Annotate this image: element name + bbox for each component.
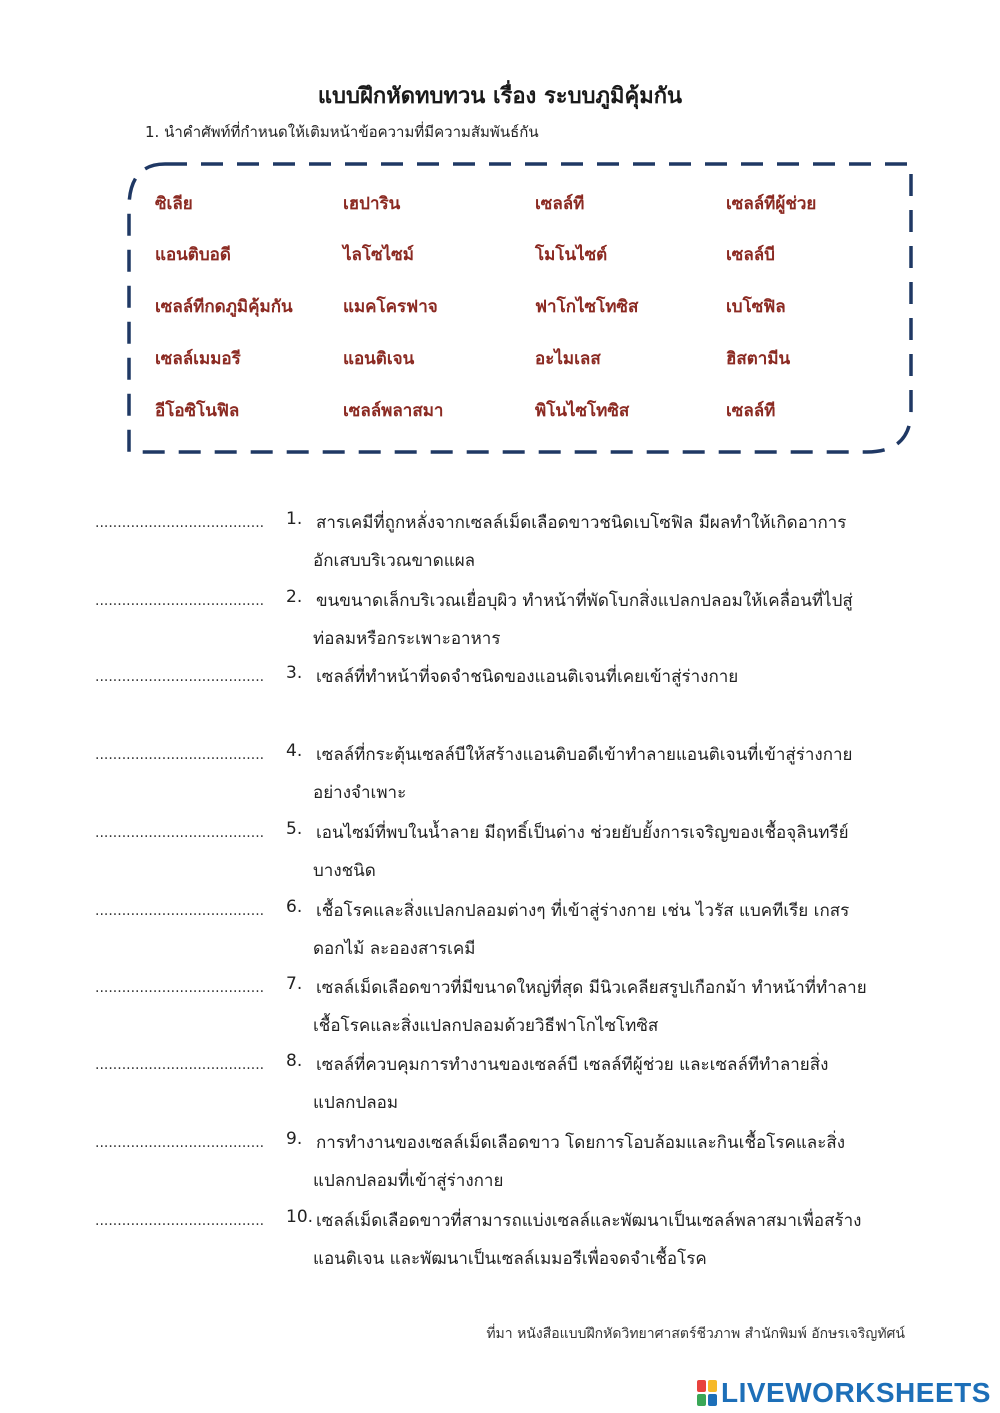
question-text: ขนขนาดเล็กบริเวณเยื่อบุผิว ทำหน้าที่พัดโบกสิ่งแปลกปลอมให้เคลื่อนที่ไปสู่ bbox=[316, 591, 853, 611]
term-amylase: อะไมเลส bbox=[535, 349, 601, 369]
question-number: 1. bbox=[286, 509, 303, 529]
term-heparin: เฮปาริน bbox=[343, 194, 401, 214]
answer-blank-5[interactable]: ...................................... bbox=[95, 825, 265, 841]
question-text: เอนไซม์ที่พบในน้ำลาย มีฤทธิ์เป็นด่าง ช่วยยับยั้งการเจริญของเชื้อจุลินทรีย์ bbox=[316, 823, 849, 843]
question-text-cont: แอนติเจน และพัฒนาเป็นเซลล์เมมอรีเพื่อจดจำเชื้อโรค bbox=[313, 1249, 707, 1269]
term-basophil: เบโซฟิล bbox=[726, 297, 786, 317]
answer-blank-4[interactable]: ...................................... bbox=[95, 747, 265, 763]
question-number: 4. bbox=[286, 741, 303, 761]
term-pinocytosis: พิโนไซโทซิส bbox=[535, 401, 630, 421]
logo-text: LIVEWORKSHEETS bbox=[721, 1377, 991, 1408]
term-macrophage: แมคโครฟาจ bbox=[343, 297, 438, 317]
question-number: 7. bbox=[286, 974, 303, 994]
question-number: 10. bbox=[286, 1207, 314, 1227]
instruction-text: 1. นำคำศัพท์ที่กำหนดให้เติมหน้าข้อความที่มีความสัมพันธ์กัน bbox=[145, 123, 539, 141]
answer-blank-10[interactable]: ...................................... bbox=[95, 1213, 265, 1229]
term-plasma-cell: เซลล์พลาสมา bbox=[343, 401, 444, 421]
question-text-cont: แปลกปลอม bbox=[313, 1093, 399, 1113]
question-text: เซลล์เม็ดเลือดขาวที่มีขนาดใหญ่ที่สุด มีนิวเคลียสรูปเกือกม้า ทำหน้าที่ทำลาย bbox=[316, 978, 867, 998]
question-text-cont: แปลกปลอมที่เข้าสู่ร่างกาย bbox=[313, 1171, 504, 1191]
question-number: 2. bbox=[286, 587, 303, 607]
answer-blank-6[interactable]: ...................................... bbox=[95, 903, 265, 919]
term-b-cell: เซลล์บี bbox=[726, 245, 775, 265]
question-number: 8. bbox=[286, 1051, 303, 1071]
term-suppressor-t-cell: เซลล์ทีกดภูมิคุ้มกัน bbox=[155, 297, 293, 317]
liveworksheets-logo-icon bbox=[697, 1380, 717, 1406]
term-monocyte: โมโนไซต์ bbox=[535, 245, 608, 265]
term-t-cell: เซลล์ที bbox=[535, 194, 585, 214]
question-number: 5. bbox=[286, 819, 303, 839]
term-eosinophil: อีโอซิโนฟิล bbox=[155, 401, 240, 421]
source-citation: ที่มา หนังสือแบบฝึกหัดวิทยาศาสตร์ชีวภาพ สำนักพิมพ์ อักษรเจริญทัศน์ bbox=[486, 1326, 905, 1342]
question-text: เซลล์เม็ดเลือดขาวที่สามารถแบ่งเซลล์และพัฒนาเป็นเซลล์พลาสมาเพื่อสร้าง bbox=[316, 1211, 862, 1231]
term-phagocytosis: ฟาโกไซโทซิส bbox=[535, 297, 639, 317]
term-histamine: ฮิสตามีน bbox=[726, 349, 791, 369]
term-memory-cell: เซลล์เมมอรี bbox=[155, 349, 241, 369]
answer-blank-3[interactable]: ...................................... bbox=[95, 669, 265, 685]
liveworksheets-logo[interactable] bbox=[697, 1377, 991, 1409]
answer-blank-9[interactable]: ...................................... bbox=[95, 1135, 265, 1151]
term-helper-t-cell: เซลล์ทีผู้ช่วย bbox=[726, 194, 817, 214]
question-text-cont: ท่อลมหรือกระเพาะอาหาร bbox=[313, 629, 501, 649]
question-text-cont: ดอกไม้ ละอองสารเคมี bbox=[313, 939, 476, 959]
answer-blank-1[interactable]: ...................................... bbox=[95, 515, 265, 531]
worksheet-title: แบบฝึกหัดทบทวน เรื่อง ระบบภูมิคุ้มกัน bbox=[317, 84, 683, 109]
question-number: 3. bbox=[286, 663, 303, 683]
question-number: 9. bbox=[286, 1129, 303, 1149]
answer-blank-8[interactable]: ...................................... bbox=[95, 1057, 265, 1073]
question-text-cont: อักเสบบริเวณขาดแผล bbox=[313, 551, 476, 571]
word-bank-box bbox=[125, 160, 915, 456]
question-text: เซลล์ที่กระตุ้นเซลล์บีให้สร้างแอนติบอดีเข้าทำลายแอนติเจนที่เข้าสู่ร่างกาย bbox=[316, 745, 853, 765]
term-antigen: แอนติเจน bbox=[343, 349, 415, 369]
question-text: เชื้อโรคและสิ่งแปลกปลอมต่างๆ ที่เข้าสู่ร่างกาย เช่น ไวรัส แบคทีเรีย เกสร bbox=[316, 901, 850, 921]
question-text-cont: เชื้อโรคและสิ่งแปลกปลอมด้วยวิธีฟาโกไซโทซิส bbox=[313, 1016, 659, 1036]
term-t-cell-2: เซลล์ที bbox=[726, 401, 776, 421]
term-lysozyme: ไลโซไซม์ bbox=[343, 245, 414, 265]
term-antibody: แอนติบอดี bbox=[155, 245, 231, 265]
question-number: 6. bbox=[286, 897, 303, 917]
question-text: การทำงานของเซลล์เม็ดเลือดขาว โดยการโอบล้อมและกินเชื้อโรคและสิ่ง bbox=[316, 1133, 846, 1153]
question-text-cont: อย่างจำเพาะ bbox=[313, 783, 407, 803]
question-text: สารเคมีที่ถูกหลั่งจากเซลล์เม็ดเลือดขาวชนิดเบโซฟิล มีผลทำให้เกิดอาการ bbox=[316, 513, 847, 533]
answer-blank-7[interactable]: ...................................... bbox=[95, 980, 265, 996]
question-text-cont: บางชนิด bbox=[313, 861, 376, 881]
answer-blank-2[interactable]: ...................................... bbox=[95, 593, 265, 609]
question-text: เซลล์ที่ควบคุมการทำงานของเซลล์บี เซลล์ทีผู้ช่วย และเซลล์ทีทำลายสิ่ง bbox=[316, 1055, 829, 1075]
term-cilia: ซิเลีย bbox=[155, 194, 193, 214]
question-text: เซลล์ที่ทำหน้าที่จดจำชนิดของแอนติเจนที่เคยเข้าสู่ร่างกาย bbox=[316, 667, 739, 687]
